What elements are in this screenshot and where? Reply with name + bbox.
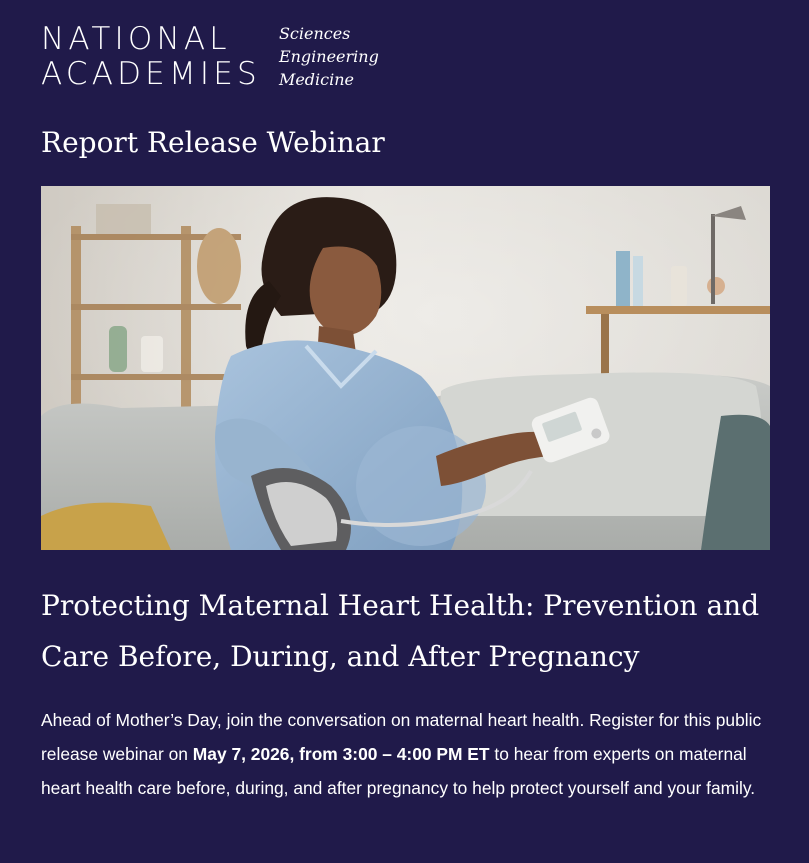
body-intro: Ahead of Mother’s Day, join the conversation on maternal heart health. Register for this public release webinar on (41, 710, 762, 764)
hero-image[interactable] (41, 186, 770, 550)
logo-tagline (279, 22, 379, 91)
logo-wordmark (41, 22, 261, 92)
logo-tagline-sciences: Sciences (278, 24, 351, 43)
event-date-time: May 7, 2026, from 3:00 – 4:00 PM ET (192, 744, 490, 764)
national-academies-logo[interactable] (41, 22, 379, 92)
body-outro: to hear from experts on maternal heart health care before, during, and after pregnancy to help protect yourself and your family. (41, 744, 756, 798)
webinar-label: Report Release Webinar (41, 126, 385, 159)
logo-wordmark-line1: NATIONAL (41, 21, 231, 57)
hero-photo-illustration (41, 186, 770, 550)
headline: Protecting Maternal Heart Health: Prevention and Care Before, During, and After Pregnancy (41, 589, 760, 673)
logo-tagline-engineering: Engineering (278, 47, 379, 66)
logo-tagline-medicine: Medicine (278, 70, 354, 89)
body-text (41, 703, 781, 805)
logo-wordmark-line2: ACADEMIES (41, 56, 261, 92)
